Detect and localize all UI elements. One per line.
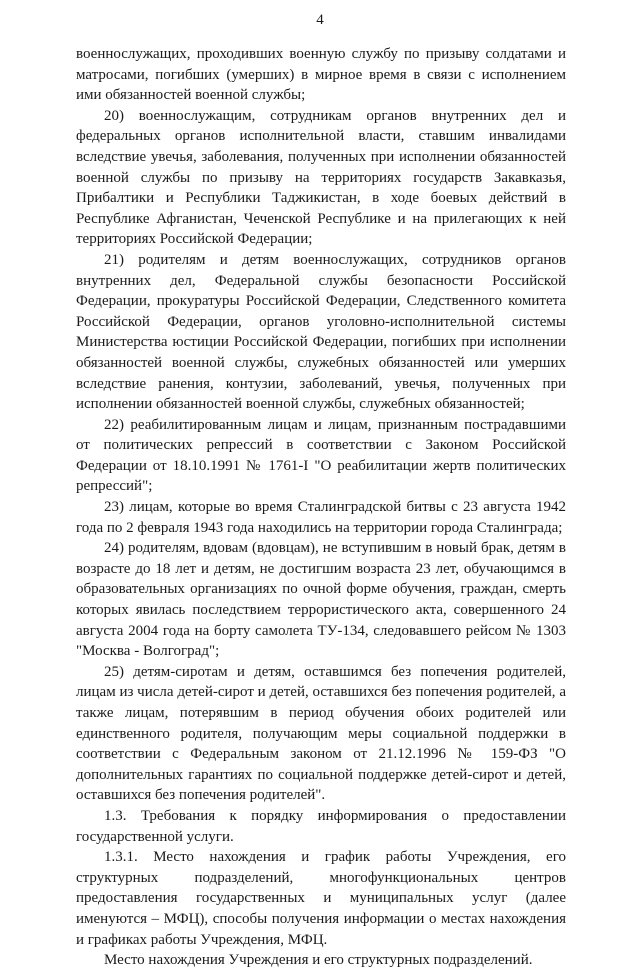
document-body: [76, 44, 566, 971]
paragraph: 1.3. Требования к порядку информирования о предоставлении государственной услуги.: [76, 807, 566, 845]
paragraph: Место нахождения Учреждения и его структурных подразделений.: [104, 952, 533, 969]
paragraph: 25) детям-сиротам и детям, оставшимся без попечения родителей, лицам из числа детей-сирот и детей, оставшихся без попечения родителей, а также лицам, потерявшим в период обучения обоих родителей или единственного родителя, получающим меры социальной поддержки в соответствии с Федеральным законом от 21.12.1996 № 159-ФЗ "О дополнительных гарантиях по социальной поддержке детей-сирот и детей, оставшихся без попечения родителей".: [76, 663, 566, 804]
page-number: 4: [316, 12, 324, 28]
paragraph: 23) лицам, которые во время Сталинградской битвы с 23 августа 1942 года по 2 февраля 1943 года находились на территории города Сталинграда;: [76, 499, 566, 536]
paragraph: 1.3.1. Место нахождения и график работы Учреждения, его структурных подразделений, многофункциональных центров предоставления государственных и муниципальных услуг (далее именуются – МФЦ), способы получения информации о местах нахождения и графиках работы Учреждения, МФЦ.: [76, 849, 566, 948]
paragraph: 21) родителям и детям военнослужащих, сотрудников органов внутренних дел, Федеральной службы безопасности Российской Федерации, прокуратуры Российской Федерации, Следственного комитета Российской Федерации, органов уголовно-исполнительной системы Министерства юстиции Российской Федерации, погибших при исполнении обязанностей военной службы, служебных обязанностей или умерших вследствие ранения, контузии, заболеваний, увечья, полученных при исполнении обязанностей военной службы, служебных обязанностей;: [76, 251, 566, 413]
paragraph: военнослужащих, проходивших военную службу по призыву солдатами и матросами, погибших (умерших) в мирное время в связи с исполнением ими обязанностей военной службы;: [76, 46, 566, 104]
paragraph: 22) реабилитированным лицам и лицам, признанным пострадавшими от политических репрессий в соответствии с Законом Российской Федерации от 18.10.1991 № 1761-I "О реабилитации жертв политических репрессий";: [76, 416, 566, 495]
paragraph: 24) родителям, вдовам (вдовцам), не вступившим в новый брак, детям в возрасте до 18 лет и детям, не достигшим возраста 23 лет, обучающимся в образовательных организациях по очной форме обучения, граждан, смерть которых явилась последствием террористического акта, совершенного 24 августа 2004 года на борту самолета ТУ-134, следовавшего рейсом № 1303 "Москва - Волгоград";: [76, 540, 566, 660]
paragraph: 20) военнослужащим, сотрудникам органов внутренних дел и федеральных органов исполнительной власти, ставшим инвалидами вследствие увечья, заболевания, полученных при исполнении обязанностей военной службы по призыву на территориях государств Закавказья, Прибалтики и Республики Таджикистан, в ходе боевых действий в Республике Афганистан, Чеченской Республике и на прилегающих к ней территориях Российской Федерации;: [76, 107, 566, 248]
